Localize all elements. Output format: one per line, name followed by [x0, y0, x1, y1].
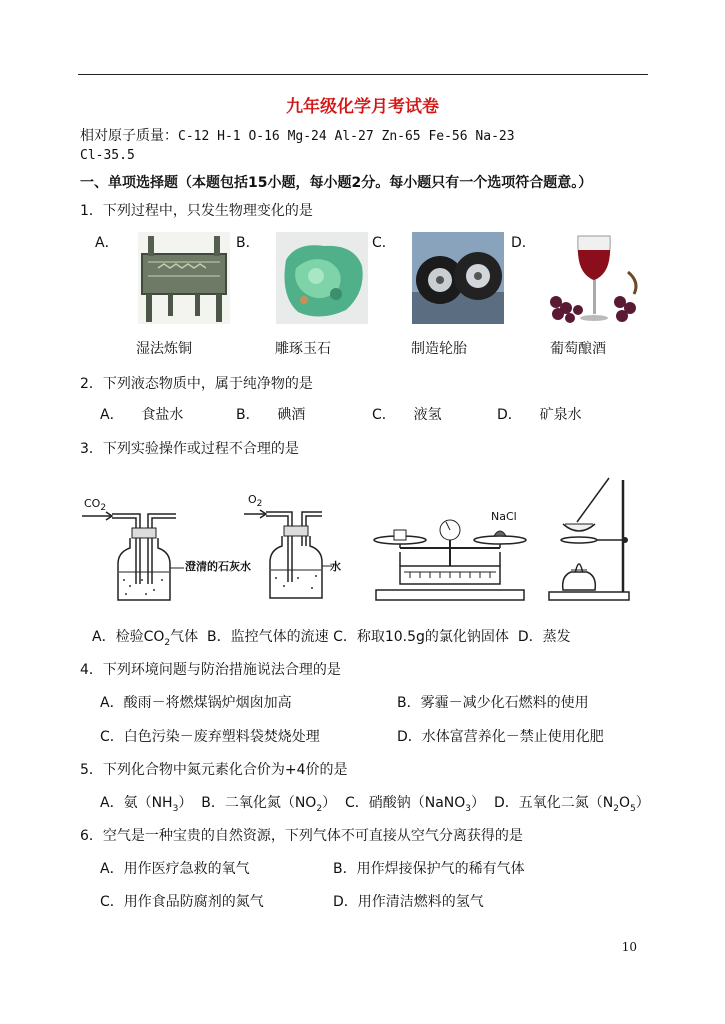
- q3-option-d: D．蒸发: [517, 629, 571, 645]
- section-heading: 一、单项选择题（本题包括15小题，每小题2分。每小题只有一个选项符合题意。）: [80, 175, 593, 191]
- q2-option-b: B． 碘酒: [236, 407, 306, 423]
- q6-option-a: A．用作医疗急救的氧气: [100, 861, 250, 877]
- page-number: 10: [621, 940, 637, 954]
- atomic-mass-label: 相对原子质量：: [80, 128, 178, 144]
- q2-option-c: C． 液氢: [372, 407, 442, 423]
- bronze-vessel-image: [138, 232, 230, 324]
- atomic-mass-line1: [80, 125, 515, 145]
- water-wash-bottle-diagram: [242, 506, 342, 601]
- q4-option-b: B．雾霾－减少化石燃料的使用: [397, 695, 589, 711]
- q3-option-c: C．称取10.5g的氯化钠固体: [333, 629, 509, 645]
- question-3-stem: 3．下列实验操作或过程不合理的是: [80, 441, 299, 457]
- limewater-label: 澄清的石灰水: [185, 560, 251, 573]
- jade-stone-image: [276, 232, 368, 324]
- question-2-stem: 2．下列液态物质中，属于纯净物的是: [80, 376, 313, 392]
- q3-option-a: A．检验$CO_2$气体: [92, 629, 199, 648]
- q6-option-c: C．用作食品防腐剂的氮气: [100, 894, 264, 910]
- q5-option-d: D．五氧化二氮$(N_2O_5)$: [493, 795, 650, 814]
- q4-option-a: A．酸雨－将燃煤锅炉烟囱加高: [100, 695, 292, 711]
- question-5-stem: 5．下列化合物中氮元素化合价为+4价的是: [80, 762, 348, 778]
- evaporation-setup-diagram: [545, 474, 635, 602]
- q5-option-c: C．硝酸钠（NaNO$_3$）: [344, 795, 486, 814]
- header-rule: [78, 74, 648, 75]
- balance-scale-diagram: [370, 510, 530, 605]
- o2-label: $O_2$: [248, 493, 263, 510]
- question-6-stem: 6．空气是一种宝贵的自然资源，下列气体不可直接从空气分离获得的是: [80, 828, 523, 844]
- q5-option-b: B．二氧化氮$(NO_2)$: [201, 795, 337, 814]
- wine-grapes-image: [548, 232, 642, 324]
- exam-title: 九年级化学月考试卷: [286, 97, 439, 117]
- q5-options-line: [100, 792, 650, 814]
- q6-option-d: D．用作清洁燃料的氢气: [333, 894, 484, 910]
- water-label: 水: [330, 560, 341, 573]
- q1-caption-b: 雕琢玉石: [275, 341, 331, 357]
- nacl-label: NaCl: [491, 510, 517, 523]
- q6-option-b: B．用作焊接保护气的稀有气体: [333, 861, 525, 877]
- q5-option-a: A．氨$(NH_3)$: [100, 795, 193, 814]
- atomic-mass-values: C-12 H-1 O-16 Mg-24 Al-27 Zn-65 Fe-56 Na-23: [178, 129, 515, 144]
- tires-image: [412, 232, 504, 324]
- question-4-stem: 4．下列环境问题与防治措施说法合理的是: [80, 662, 341, 678]
- q1-option-d-letter: D．: [511, 235, 536, 251]
- q1-option-b-letter: B．: [236, 235, 260, 251]
- question-1-stem: 1．下列过程中，只发生物理变化的是: [80, 203, 313, 219]
- q4-option-d: D．水体富营养化－禁止使用化肥: [397, 729, 604, 745]
- q1-option-c-letter: C．: [372, 235, 396, 251]
- q1-option-a-letter: A．: [95, 235, 119, 251]
- q2-option-a: A． 食盐水: [100, 407, 184, 423]
- q2-option-d: D． 矿泉水: [497, 407, 582, 423]
- q3-options-line: [92, 626, 571, 648]
- q1-caption-a: 湿法炼铜: [136, 341, 192, 357]
- q3-option-b: B．监控气体的流速: [207, 629, 329, 645]
- q1-caption-d: 葡萄酿酒: [550, 341, 606, 357]
- co2-label: $CO_2$: [84, 497, 107, 514]
- q1-caption-c: 制造轮胎: [411, 341, 467, 357]
- q4-option-c: C．白色污染－废弃塑料袋焚烧处理: [100, 729, 320, 745]
- atomic-mass-line2: Cl-35.5: [80, 148, 135, 163]
